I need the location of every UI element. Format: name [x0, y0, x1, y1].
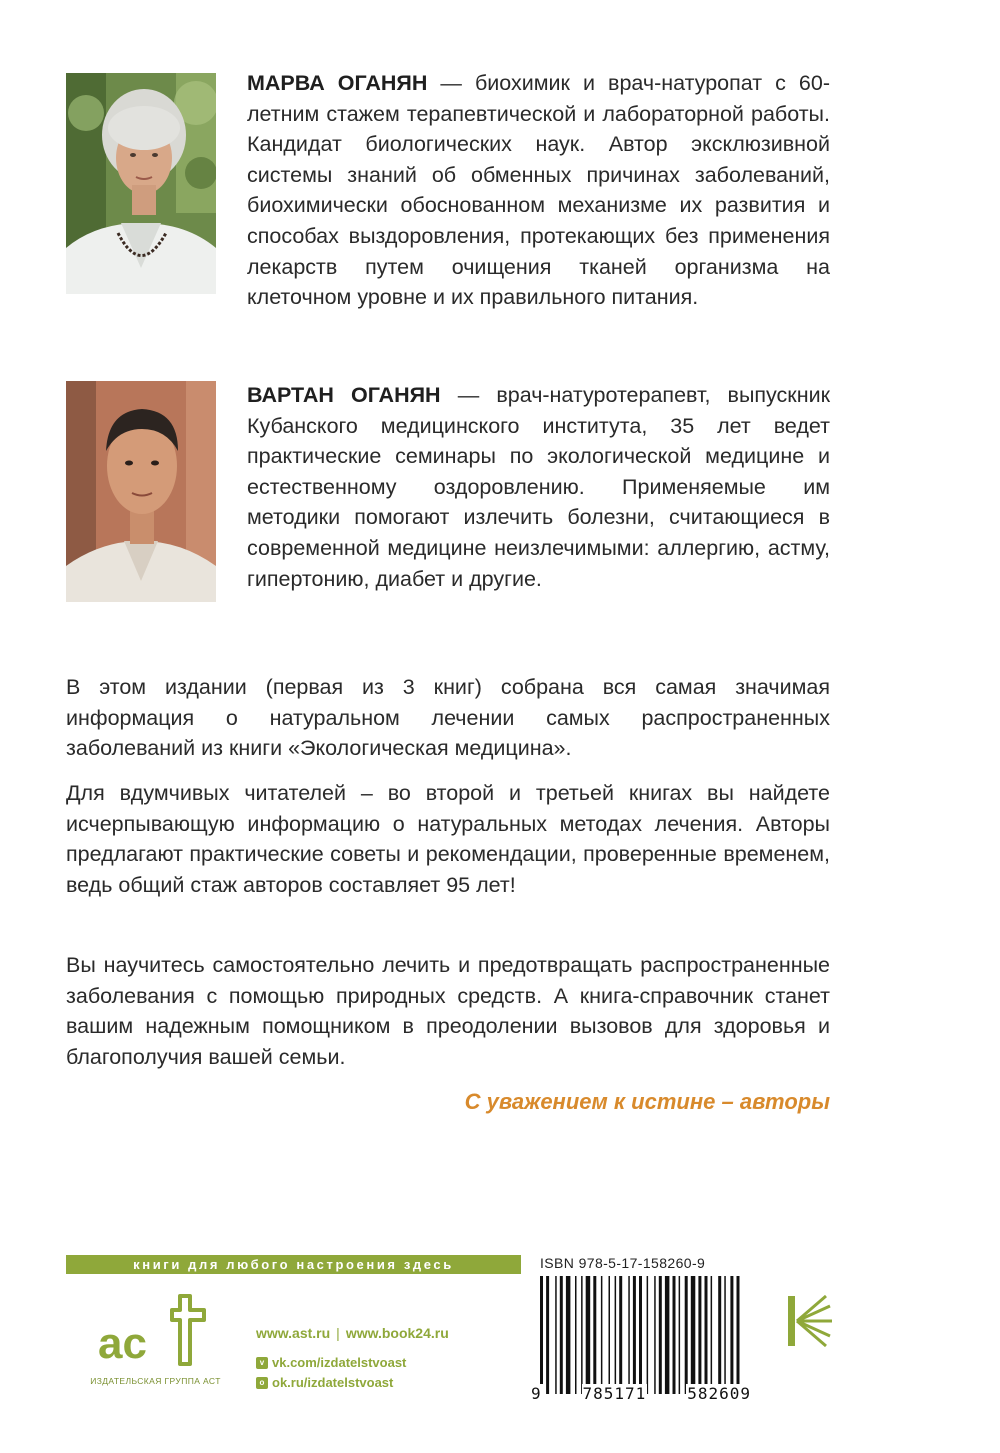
social-vk[interactable] — [256, 1355, 406, 1370]
publisher-websites — [256, 1325, 449, 1341]
social-ok-link[interactable]: ok.ru/izdatelstvoast — [272, 1375, 394, 1390]
social-ok[interactable] — [256, 1375, 393, 1390]
author-name-vartan: ВАРТАН ОГАНЯН — [247, 383, 441, 407]
ok-icon: o — [256, 1377, 268, 1389]
publisher-tagline-bar: книги для любого настроения здесь — [66, 1255, 521, 1274]
k-logo-icon — [782, 1290, 837, 1352]
description-paragraph-3: Вы научитесь самостоятельно лечить и предотвращать распространенные заболевания с помощью природных средств. А книга-справочник станет вашим надежным помощником в преодолении вызовов для здоровья и благополучия вашей семьи. — [66, 953, 830, 1069]
author-bio-text-vartan: — врач-натуротерапевт, выпускник Кубанского медицинского института, 35 лет ведет практические семинары по экологической медицине и естественному оздоровлению. Применяемые им методики помогают излечить болезни, считающиеся в современной медицине неизлечимыми: аллергию, астму, гипертонию, диабет и другие. — [247, 383, 831, 591]
description-paragraph-2: Для вдумчивых читателей – во второй и третьей книгах вы найдете исчерпывающую информацию о натуральных методах лечения. Авторы предлагают практические советы и рекомендации, проверенные временем, ведь общий стаж авторов составляет 95 лет! — [66, 781, 830, 897]
author-bio-vartan — [247, 380, 830, 594]
publisher-caption: ИЗДАТЕЛЬСКАЯ ГРУППА АСТ — [90, 1376, 221, 1386]
author-bio-text-marva: — биохимик и врач-натуропат с 60-летним стажем терапевтической и лабораторной работы. Кандидат биологических наук. Автор эксклюзивной системы знаний об обменных причинах заболеваний, биохимически обоснованном механизме их развития и способах выздоровления, протекающих без применения лекарств путем очищения тканей организма на клеточном уровне и их правильного питания. — [247, 71, 830, 310]
vk-icon: v — [256, 1357, 268, 1369]
authors-signature: С уважением к истине – авторы — [464, 1089, 830, 1114]
social-vk-link[interactable]: vk.com/izdatelstvoast — [272, 1355, 407, 1370]
website-separator: | — [336, 1325, 340, 1341]
isbn-number: ISBN 978-5-17-158260-9 — [540, 1255, 706, 1271]
barcode-digits — [530, 1384, 752, 1403]
author-bio-marva — [247, 68, 830, 313]
website-ast-link[interactable]: www.ast.ru — [256, 1325, 331, 1341]
author-photo-marva — [66, 73, 216, 294]
author-photo-vartan — [66, 381, 216, 602]
barcode-digits-left: 785171 — [582, 1384, 647, 1403]
ast-logo-icon — [90, 1290, 230, 1370]
website-book24-link[interactable]: www.book24.ru — [345, 1325, 449, 1341]
ast-logo-text: ac — [98, 1319, 147, 1368]
barcode-digits-prefix: 9 — [531, 1384, 542, 1403]
barcode-digits-right: 582609 — [687, 1384, 751, 1403]
description-paragraph-1: В этом издании (первая из 3 книг) собрана вся самая значимая информация о натуральном лечении самых распространенных заболеваний из книги «Экологическая медицина». — [66, 675, 830, 761]
author-name-marva: МАРВА ОГАНЯН — [247, 71, 428, 95]
